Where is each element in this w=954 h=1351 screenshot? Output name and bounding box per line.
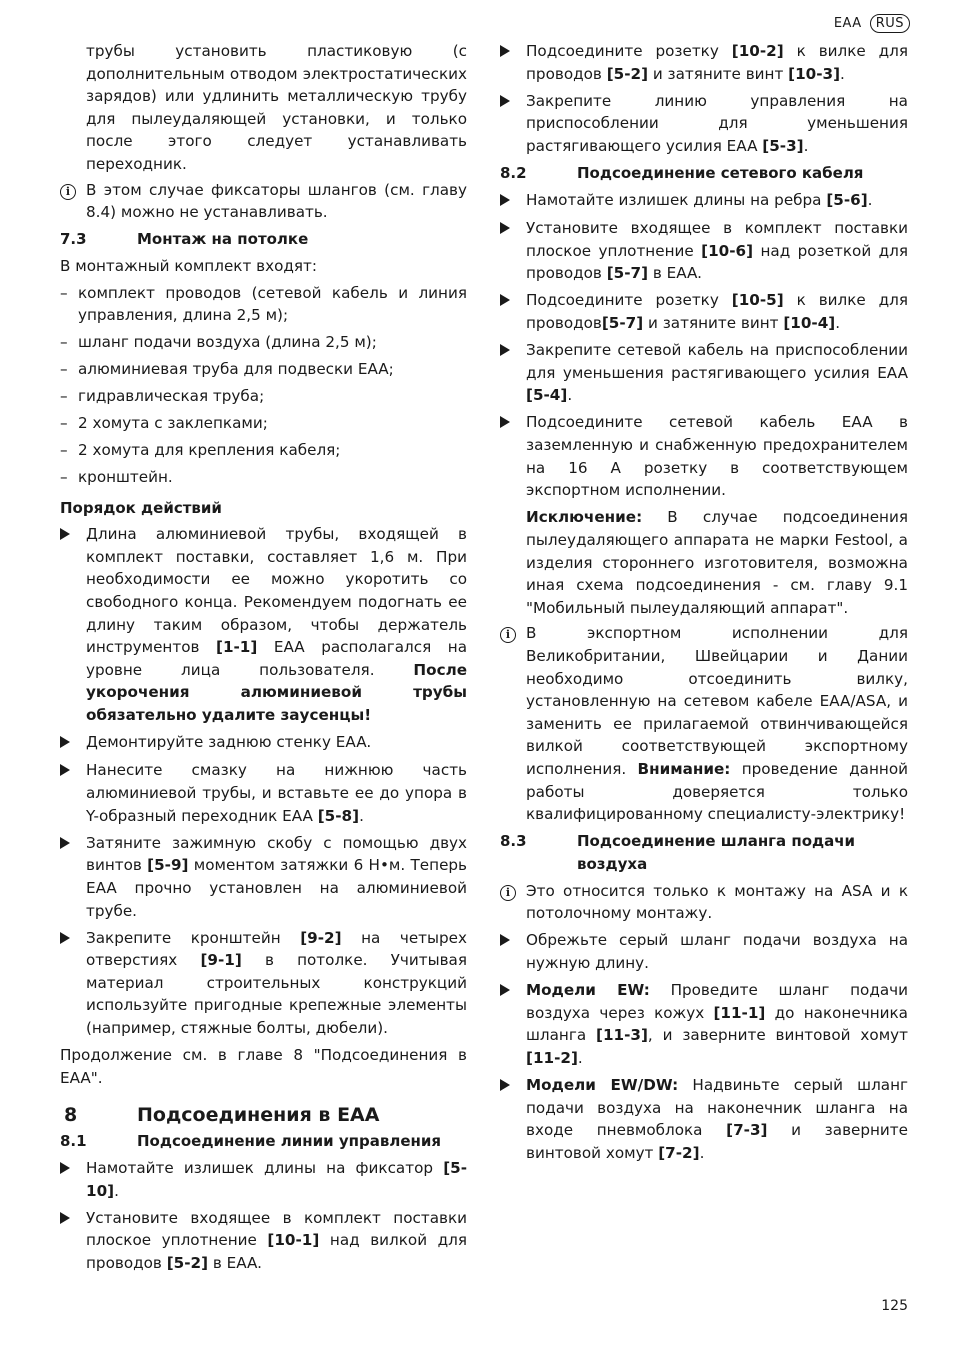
step-item: Закрепите линию управления на приспособлении для уменьшения растягивающего усилия EAA [5-3]. xyxy=(500,90,908,158)
page-header xyxy=(834,14,910,33)
section-number: 7.3 xyxy=(60,230,87,249)
section-number: 8.2 xyxy=(500,164,527,183)
step-item: Установите входящее в комплект поставки плоское уплотнение [10-1] над вилкой для проводов [5-2] в EAA. xyxy=(60,1207,467,1275)
list-item: – 2 хомута с заклепками; xyxy=(60,414,268,433)
step-item: Обрежьте серый шланг подачи воздуха на нужную длину. xyxy=(500,929,908,974)
continued-paragraph: трубы установить пластиковую (с дополнительным отводом электростатических зарядов) или удлинить металлическую трубу для пылеудаляющей установки, и только после этого следует устанавливать переходник. xyxy=(86,42,467,173)
info-note: i Это относится только к монтажу на ASA и к потолочному монтажу. xyxy=(500,880,908,925)
arrow-bullet-icon xyxy=(60,528,70,540)
step-item: Подсоедините розетку [10-2] к вилке для проводов [5-2] и затяните винт [10-3]. xyxy=(500,40,908,85)
header-section: EAA xyxy=(833,16,862,31)
step-item: Нанесите смазку на нижнюю часть алюминиевой трубы, и вставьте ее до упора в Y-образный переходник EAA [5-8]. xyxy=(60,759,467,827)
page-number: 125 xyxy=(881,1298,908,1314)
section-title: Подсоединение линии управления xyxy=(137,1132,442,1151)
arrow-bullet-icon xyxy=(500,416,510,428)
step-item: Модели EW/DW: Надвиньте серый шланг подачи воздуха на наконечник шланга на входе пневмоблока [7-3] и заверните винтовой хомут [7-2]. xyxy=(500,1074,908,1164)
language-badge: RUS xyxy=(870,14,910,33)
arrow-bullet-icon xyxy=(500,1079,510,1091)
arrow-bullet-icon xyxy=(60,837,70,849)
step-item: Длина алюминиевой трубы, входящей в комплект поставки, составляет 1,6 м. При необходимости ее можно укоротить со свободного конца. Рекомендуем подогнать ее длину таким образом, чтобы держатель инструментов [1-1] EAA располагался на уровне лица пользователя. После укорочения алюминиевой трубы обязательно удалите заусенцы! xyxy=(60,523,467,726)
section-heading-8 xyxy=(60,1103,467,1127)
arrow-bullet-icon xyxy=(500,95,510,107)
list-item: – гидравлическая труба; xyxy=(60,387,265,406)
section-title: Подсоединения в EAA xyxy=(137,1104,380,1127)
info-icon: i xyxy=(500,627,516,643)
arrow-bullet-icon xyxy=(500,294,510,306)
section-number: 8.3 xyxy=(500,832,527,851)
info-icon: i xyxy=(60,184,76,200)
section-number: 8.1 xyxy=(60,1132,87,1151)
list-item: – комплект проводов (сетевой кабель и линия управления, длина 2,5 м); xyxy=(60,283,467,325)
exception-note: Исключение: В случае подсоединения пылеудаляющего аппарата не марки Festool, а изделия стороннего изготовителя, возможна иная схема подсоединения - см. главу 9.1 "Мобильный пылеудаляющий аппарат". xyxy=(526,508,908,617)
section-title: Подсоединение сетевого кабеля xyxy=(577,164,864,183)
arrow-bullet-icon xyxy=(500,934,510,946)
arrow-bullet-icon xyxy=(500,222,510,234)
list-item: – 2 хомута для крепления кабеля; xyxy=(60,441,341,460)
arrow-bullet-icon xyxy=(500,344,510,356)
step-item: Подсоедините розетку [10-5] к вилке для проводов[5-7] и затяните винт [10-4]. xyxy=(500,289,908,334)
list-item: – шланг подачи воздуха (длина 2,5 м); xyxy=(60,333,377,352)
section-number: 8 xyxy=(64,1104,78,1127)
kit-list xyxy=(60,282,467,489)
step-item: Закрепите кронштейн [9-2] на четырех отверстиях [9-1] в потолке. Учитывая материал строительных конструкций используйте пригодные крепежные элементы (например, стяжные болты, дюбели). xyxy=(60,927,467,1040)
right-column xyxy=(500,40,908,1169)
arrow-bullet-icon xyxy=(500,194,510,206)
section-heading-8-2 xyxy=(500,162,908,185)
arrow-bullet-icon xyxy=(60,932,70,944)
step-item: Модели EW: Проведите шланг подачи воздуха через кожух [11-1] до наконечника шланга [11-3], и заверните винтовой хомут [11-2]. xyxy=(500,979,908,1069)
step-item: Намотайте излишек длины на фиксатор [5-10]. xyxy=(60,1157,467,1202)
left-column xyxy=(60,40,467,1279)
arrow-bullet-icon xyxy=(60,1212,70,1224)
section-title: Подсоединение шланга подачи воздуха xyxy=(577,832,856,873)
arrow-bullet-icon xyxy=(60,1162,70,1174)
list-item: – кронштейн. xyxy=(60,468,173,487)
step-item: Установите входящее в комплект поставки плоское уплотнение [10-6] над розеткой для проводов [5-7] в EAA. xyxy=(500,217,908,285)
section-title: Монтаж на потолке xyxy=(137,230,309,249)
step-item: Демонтируйте заднюю стенку EAA. xyxy=(60,731,467,755)
continuation-note: Продолжение см. в главе 8 "Подсоединения в EAA". xyxy=(60,1046,467,1087)
info-note-text: В этом случае фиксаторы шлангов (см. главу 8.4) можно не устанавливать. xyxy=(86,180,467,222)
arrow-bullet-icon xyxy=(500,984,510,996)
section-heading-8-1 xyxy=(60,1130,467,1153)
list-item: – алюминиевая труба для подвески EAA; xyxy=(60,360,394,379)
info-note: i В экспортном исполнении для Великобритании, Швейцарии и Дании необходимо отсоединить вилку, установленную на сетевом кабеле EAA/ASA, и заменить ее прилагаемой отвинчивающейся вилкой соответствующей экспортному исполнения. Внимание: проведение данной работы доверяется только квалифицированному специалисту-электрику! xyxy=(500,622,908,825)
step-item: Затяните зажимную скобу с помощью двух винтов [5-9] моментом затяжки 6 Н•м. Теперь EAA прочно установлен на алюминиевой трубе. xyxy=(60,832,467,922)
info-icon: i xyxy=(500,885,516,901)
kit-intro: В монтажный комплект входят: xyxy=(60,256,317,275)
info-note xyxy=(60,179,467,224)
step-item: Подсоедините сетевой кабель EAA в заземленную и снабженную предохранителем на 16 A розетку в соответствующем экспортном исполнении. xyxy=(500,411,908,501)
arrow-bullet-icon xyxy=(60,764,70,776)
step-item: Закрепите сетевой кабель на приспособлении для уменьшения растягивающего усилия EAA [5-4]. xyxy=(500,339,908,407)
section-heading-7-3 xyxy=(60,228,467,251)
step-item: Намотайте излишек длины на ребра [5-6]. xyxy=(500,189,908,213)
arrow-bullet-icon xyxy=(500,45,510,57)
arrow-bullet-icon xyxy=(60,736,70,748)
procedure-heading: Порядок действий xyxy=(60,498,222,517)
section-heading-8-3 xyxy=(500,830,908,875)
